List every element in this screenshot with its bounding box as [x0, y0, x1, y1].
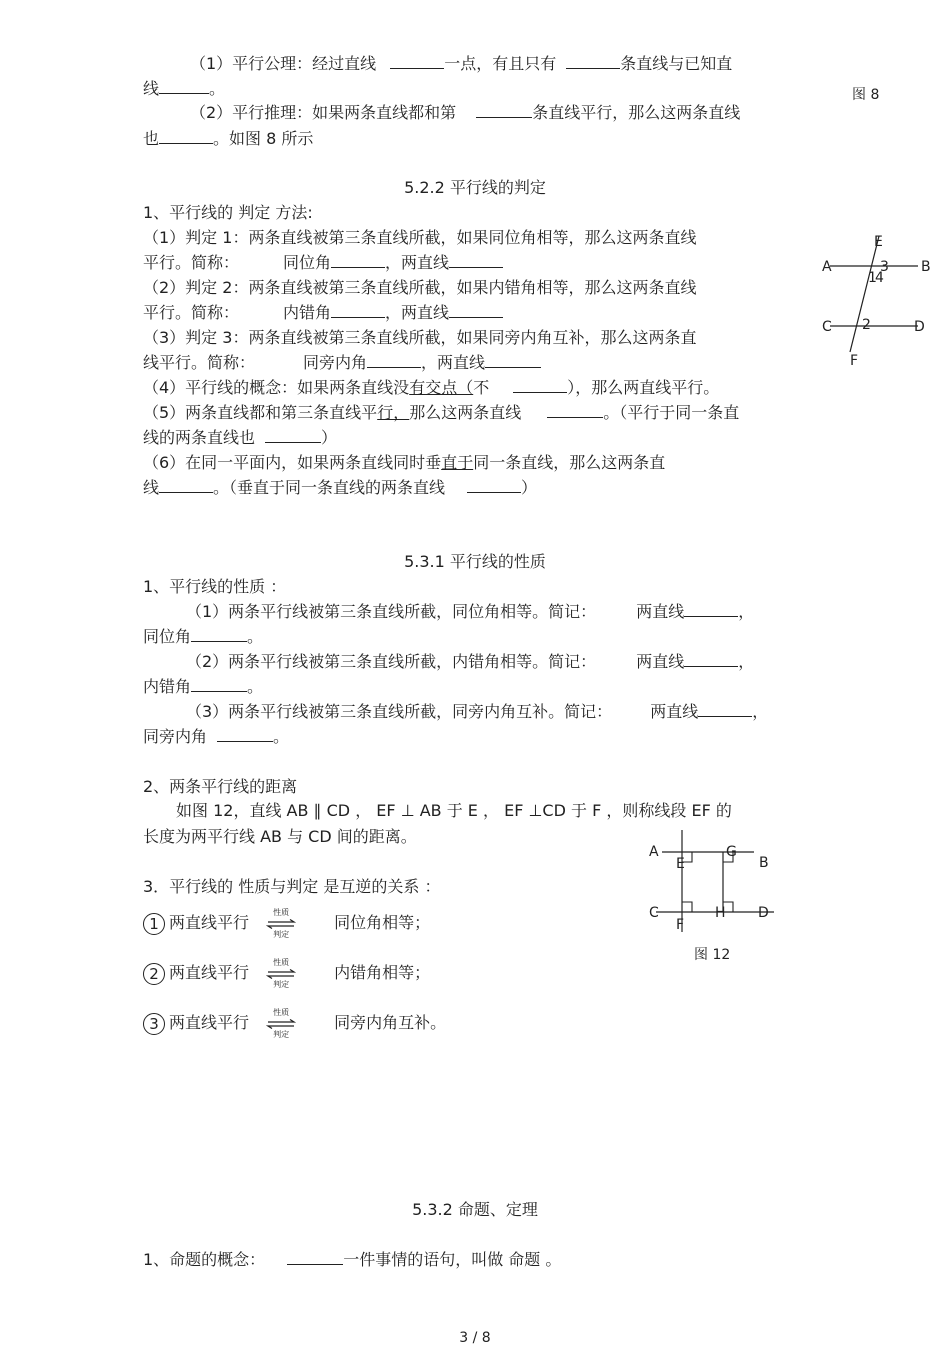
- blank: [159, 129, 213, 144]
- blank: [566, 54, 620, 69]
- bidirectional-arrow-icon: 性质 判定: [264, 958, 298, 990]
- criterion-2-line-2: 平行。简称： 内错角 ，两直线: [143, 303, 503, 323]
- label-a: A: [649, 844, 659, 860]
- axiom-line-1: （1）平行公理：经过直线 一点，有且只有 条直线与已知直: [190, 54, 733, 73]
- blank: [390, 54, 444, 69]
- parallel-definition: （4）平行线的概念：如果两条直线没有交点（不 ），那么两直线平行。: [143, 378, 720, 397]
- bidirectional-arrow-icon: 性质 判定: [264, 1008, 298, 1040]
- label-d: D: [914, 319, 925, 335]
- relation-row-2: 2 两直线平行 性质 判定 内错角相等；: [143, 954, 430, 992]
- label-d: D: [758, 905, 769, 921]
- line-ef: [850, 236, 879, 352]
- corollary-line-2: 也 。如图 8 所示: [143, 129, 314, 148]
- blank: [513, 378, 567, 393]
- properties-intro: 1、平行线的性质 ：: [143, 577, 287, 596]
- figure-8-diagram: [810, 228, 940, 370]
- label-e: E: [676, 856, 685, 872]
- circled-number: 3: [143, 1013, 165, 1035]
- proposition-definition: 1、命题的概念： 一件事情的语句，叫做 命题 。: [143, 1250, 562, 1269]
- axiom-line-2: 线 。: [143, 79, 226, 98]
- label-b: B: [759, 855, 769, 871]
- blank: [367, 353, 421, 368]
- fig8-label: 图 8: [852, 87, 880, 103]
- circled-number: 1: [143, 913, 165, 935]
- label-g: G: [726, 844, 737, 860]
- distance-title: 2、两条平行线的距离: [143, 777, 298, 796]
- label-h: H: [715, 905, 726, 921]
- blank: [449, 253, 503, 268]
- heading-5-3-2: 5.3.2 命题、定理: [412, 1200, 538, 1219]
- label-e: E: [874, 234, 883, 250]
- label-f: F: [850, 353, 859, 369]
- heading-5-3-1: 5.3.1 平行线的性质: [404, 552, 546, 571]
- blank: [217, 727, 273, 742]
- property-2-line-1: （2）两条平行线被第三条直线所截，内错角相等。简记： 两直线 ，: [186, 652, 755, 671]
- transitive-line-2: 线的两条直线也 ）: [143, 428, 338, 447]
- relation-title: 3．平行线的 性质与判定 是互逆的关系 ：: [143, 877, 441, 896]
- blank: [331, 303, 385, 318]
- relation-row-3: 3 两直线平行 性质 判定 同旁内角互补。: [143, 1004, 446, 1042]
- blank: [159, 478, 213, 493]
- transitive-line-1: （5）两条直线都和第三条直线平行，那么这两条直线 。（平行于同一条直: [143, 403, 740, 422]
- property-1-line-1: （1）两条平行线被第三条直线所截，同位角相等。简记： 两直线 ，: [186, 602, 755, 621]
- label-a: A: [822, 259, 832, 275]
- blank: [449, 303, 503, 318]
- blank: [476, 103, 532, 118]
- label-c: C: [822, 319, 832, 335]
- criterion-3-line-1: （3）判定 3：两条直线被第三条直线所截，如果同旁内角互补，那么这两条直: [143, 328, 697, 347]
- label-f: F: [676, 917, 685, 933]
- distance-line-2: 长度为两平行线 AB 与 CD 间的距离。: [143, 827, 417, 846]
- perpendicular-line-2: 线 。（垂直于同一条直线的两条直线 ）: [143, 478, 538, 497]
- heading-5-2-2: 5.2.2 平行线的判定: [404, 178, 546, 197]
- blank: [547, 403, 603, 418]
- label-c: C: [649, 905, 659, 921]
- criterion-2-line-1: （2）判定 2：两条直线被第三条直线所截，如果内错角相等，那么这两条直线: [143, 278, 697, 297]
- label-4: 4: [875, 270, 884, 286]
- blank: [467, 478, 521, 493]
- label-1: 1: [868, 270, 877, 286]
- criterion-1-line-2: 平行。简称： 同位角 ，两直线: [143, 253, 503, 273]
- label-2: 2: [862, 317, 871, 333]
- property-2-line-2: 内错角 。: [143, 677, 264, 696]
- blank: [191, 627, 247, 642]
- bidirectional-arrow-icon: 性质 判定: [264, 908, 298, 940]
- figure-12-diagram: [640, 828, 790, 968]
- circled-number: 2: [143, 963, 165, 985]
- fig12-caption: 图 12: [694, 947, 731, 963]
- perpendicular-line-1: （6）在同一平面内，如果两条直线同时垂直于同一条直线，那么这两条直: [143, 453, 666, 472]
- relation-row-1: 1 两直线平行 性质 判定 同位角相等；: [143, 904, 430, 942]
- distance-line-1: 如图 12，直线 AB ∥ CD ， EF ⊥ AB 于 E ， EF ⊥CD 于 F ，则称线段 EF 的: [176, 801, 732, 820]
- blank: [698, 702, 752, 717]
- blank: [684, 652, 738, 667]
- right-angle-mark-f: [682, 902, 692, 912]
- blank: [331, 253, 385, 268]
- blank: [265, 428, 321, 443]
- property-3-line-2: 同旁内角 。: [143, 727, 290, 746]
- blank: [485, 353, 541, 368]
- criteria-intro: 1、平行线的 判定 方法:: [143, 203, 313, 222]
- page-number: 3 / 8: [459, 1330, 491, 1346]
- blank: [159, 79, 209, 94]
- blank: [191, 677, 247, 692]
- property-3-line-1: （3）两条平行线被第三条直线所截，同旁内角互补。简记： 两直线 ，: [186, 702, 769, 721]
- property-1-line-2: 同位角 。: [143, 627, 264, 646]
- blank: [287, 1250, 343, 1265]
- corollary-line-1: （2）平行推理：如果两条直线都和第 条直线平行，那么这两条直线: [190, 103, 741, 122]
- label-b: B: [921, 259, 931, 275]
- criterion-3-line-2: 线平行。简称： 同旁内角 ，两直线: [143, 353, 541, 373]
- blank: [684, 602, 738, 617]
- label-3: 3: [880, 259, 889, 275]
- criterion-1-line-1: （1）判定 1：两条直线被第三条直线所截，如果同位角相等，那么这两条直线: [143, 228, 697, 247]
